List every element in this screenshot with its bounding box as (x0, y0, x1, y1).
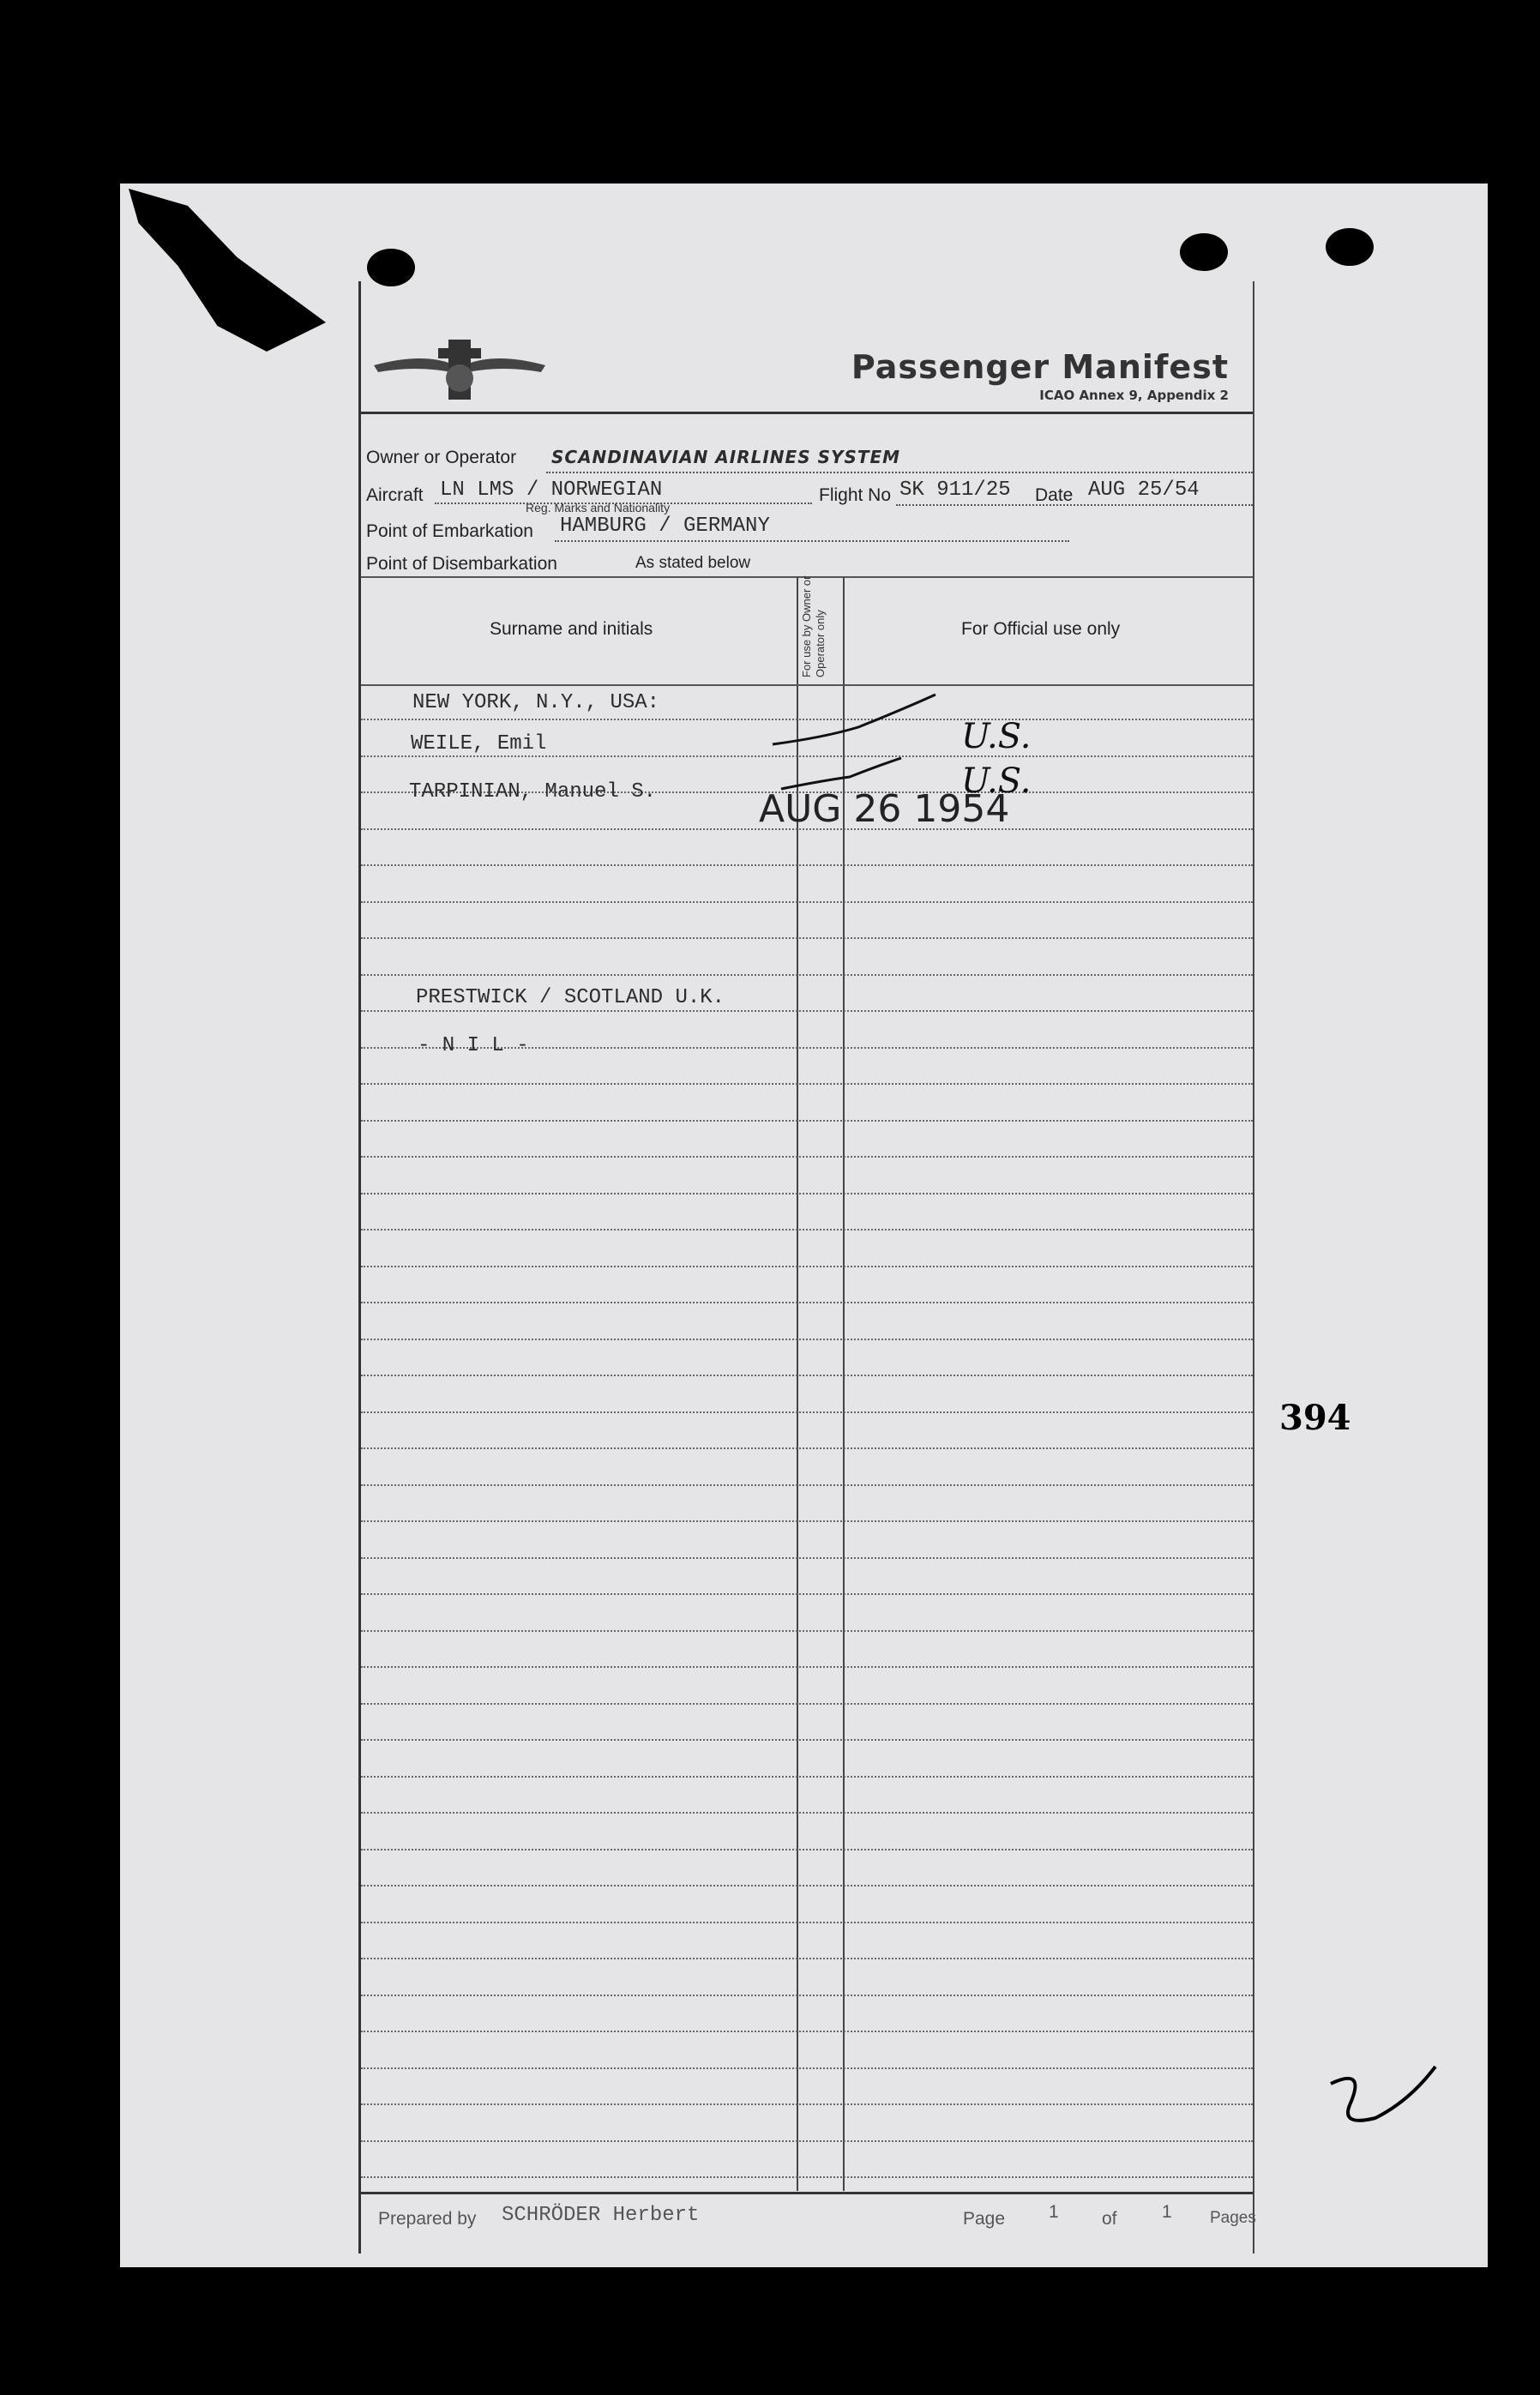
table-row (361, 974, 1253, 976)
table-row (361, 1447, 1253, 1449)
header-rule (361, 412, 1253, 414)
table-row (361, 1120, 1253, 1122)
list-item: PRESTWICK / SCOTLAND U.K. (416, 986, 725, 1009)
table-row (361, 1083, 1253, 1085)
table-row (361, 1229, 1253, 1231)
archive-page-number: 394 (1279, 1398, 1351, 1438)
aircraft-value: LN LMS / NORWEGIAN (440, 478, 663, 502)
table-row (361, 1156, 1253, 1158)
aircraft-sublabel: Reg. Marks and Nationality (526, 501, 671, 515)
aircraft-label: Aircraft (366, 485, 424, 505)
date-stamp: AUG 26 1954 (759, 787, 1010, 831)
form-title: Passenger Manifest (851, 348, 1229, 386)
table-row (361, 1703, 1253, 1705)
table-row (361, 1593, 1253, 1595)
table-row (361, 1520, 1253, 1522)
table-row (361, 1484, 1253, 1486)
owner-value: SCANDINAVIAN AIRLINES SYSTEM (551, 447, 901, 467)
prepared-label: Prepared by (378, 2209, 477, 2229)
manifest-form (358, 281, 1254, 2254)
aircraft-line (435, 502, 812, 504)
table-row (361, 1375, 1253, 1376)
table-row (361, 1339, 1253, 1340)
flight-value: SK 911/25 (899, 478, 1011, 502)
table-row (361, 1922, 1253, 1923)
date-value: AUG 25/54 (1088, 478, 1200, 502)
handwritten-us-1: U.S. (961, 717, 1032, 756)
owner-use-column-header: For use by Owner or Operator only (800, 575, 827, 677)
table-row (361, 2067, 1253, 2069)
table-row (361, 1995, 1253, 1996)
list-item: - N I L - (418, 1034, 529, 1057)
embark-label: Point of Embarkation (366, 521, 533, 541)
table-row (361, 1411, 1253, 1413)
page-label: Page (963, 2209, 1006, 2229)
footer-rule (361, 2192, 1253, 2194)
table-row (361, 1630, 1253, 1632)
flight-line (896, 504, 1253, 506)
table-row (361, 2103, 1253, 2105)
table-row (361, 1776, 1253, 1778)
table-row (361, 2031, 1253, 2032)
punch-hole-right-1 (1180, 233, 1228, 271)
page-value: 1 (1049, 2202, 1059, 2222)
disembark-value: As stated below (635, 554, 751, 572)
table-row (361, 1302, 1253, 1303)
name-column-header: Surname and initials (490, 619, 653, 639)
table-row (361, 1666, 1253, 1668)
date-label: Date (1035, 485, 1074, 505)
table-row (361, 1557, 1253, 1559)
official-column-header: For Official use only (961, 619, 1121, 639)
handwritten-check-mark (1324, 2058, 1444, 2135)
of-label: of (1102, 2209, 1117, 2229)
owner-line (546, 472, 1253, 473)
prepared-value: SCHRÖDER Herbert (502, 2204, 700, 2227)
table-row (361, 1885, 1253, 1887)
airline-logo-icon (370, 331, 550, 408)
embark-value: HAMBURG / GERMANY (560, 515, 770, 538)
table-row (361, 1812, 1253, 1814)
embark-line (555, 540, 1069, 542)
table-row (361, 1958, 1253, 1959)
table-row (361, 2176, 1253, 2178)
table-row (361, 901, 1253, 903)
list-item: NEW YORK, N.Y., USA: (412, 691, 660, 714)
table-row (361, 937, 1253, 939)
check-mark-strokes (764, 684, 970, 796)
table-row (361, 2140, 1253, 2142)
pages-label: Pages (1210, 2209, 1256, 2227)
flight-label: Flight No (819, 485, 892, 505)
disembark-label: Point of Disembarkation (366, 554, 557, 574)
table-row (361, 1849, 1253, 1850)
list-item: WEILE, Emil (411, 732, 547, 755)
form-subtitle: ICAO Annex 9, Appendix 2 (1039, 388, 1229, 403)
list-item: TARPINIAN, Manuel S. (409, 780, 657, 803)
owner-label: Owner or Operator (366, 448, 517, 467)
of-value: 1 (1162, 2202, 1172, 2222)
table-row (361, 1266, 1253, 1267)
table-row (361, 1010, 1253, 1012)
table-row (361, 1193, 1253, 1194)
punch-hole-right-2 (1326, 228, 1374, 266)
handwritten-us-2: U.S. (961, 761, 1032, 801)
table-row (361, 1739, 1253, 1741)
table-row (361, 864, 1253, 866)
